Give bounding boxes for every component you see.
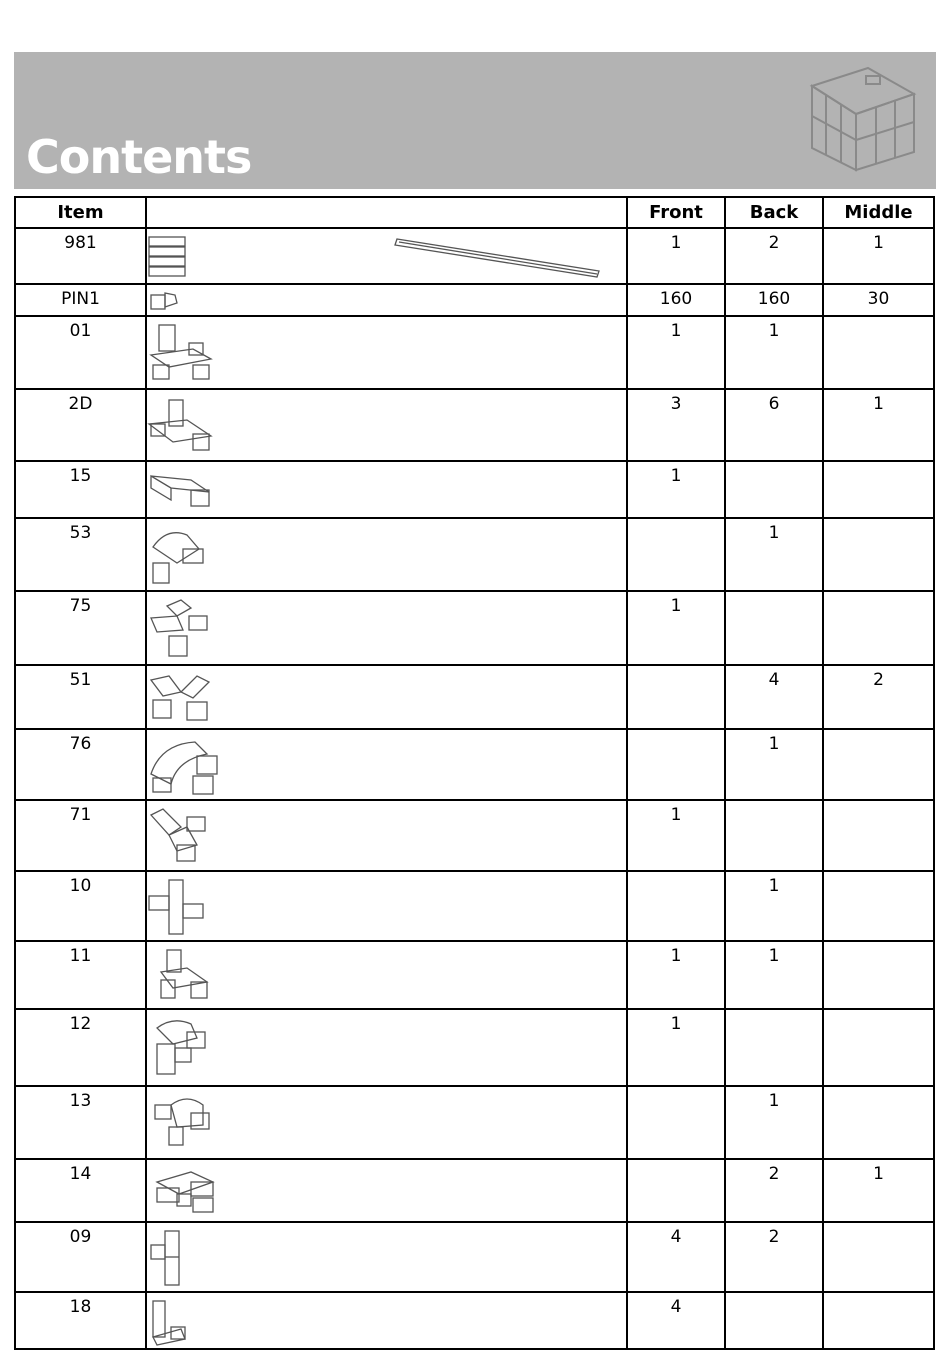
table-row [15,284,934,316]
greenhouse-icon [806,64,918,176]
item-cell: 2D [15,389,146,461]
table-row [15,800,934,871]
item-cell: 75 [15,591,146,665]
col-header-middle: Middle [823,197,934,228]
back-qty-cell: 1 [725,518,823,591]
col-header-front: Front [627,197,725,228]
middle-qty-cell [823,591,934,665]
connector-icon [147,734,223,798]
item-cell: 51 [15,665,146,729]
picture-cell [146,284,627,316]
back-qty-cell: 1 [725,316,823,389]
connector-icon [147,1014,217,1080]
middle-qty-cell [823,518,934,591]
picture-cell [146,1222,627,1292]
back-qty-cell: 2 [725,1159,823,1222]
item-cell: 14 [15,1159,146,1222]
back-qty-cell: 1 [725,1086,823,1159]
picture-cell [146,1009,627,1086]
back-qty-cell: 2 [725,1222,823,1292]
item-cell: 01 [15,316,146,389]
table-row [15,1159,934,1222]
front-qty-cell: 1 [627,800,725,871]
middle-qty-cell: 1 [823,228,934,284]
item-cell: 53 [15,518,146,591]
front-qty-cell [627,1086,725,1159]
table-row [15,729,934,800]
picture-cell [146,1159,627,1222]
middle-qty-cell [823,871,934,941]
middle-qty-cell [823,1222,934,1292]
picture-cell [146,461,627,518]
picture-cell [146,665,627,729]
picture-cell [146,389,627,461]
connector-icon [147,394,217,458]
contents-table [14,196,935,1350]
table-row [15,228,934,284]
connector-icon [147,466,217,514]
table-row [15,1292,934,1349]
front-qty-cell: 3 [627,389,725,461]
picture-cell [146,1086,627,1159]
table-row [15,941,934,1009]
table-row [15,1009,934,1086]
item-cell: 12 [15,1009,146,1086]
item-cell: 13 [15,1086,146,1159]
front-qty-cell: 1 [627,228,725,284]
item-cell: 11 [15,941,146,1009]
back-qty-cell [725,591,823,665]
back-qty-cell: 160 [725,284,823,316]
front-qty-cell: 4 [627,1222,725,1292]
item-cell: 981 [15,228,146,284]
back-qty-cell: 4 [725,665,823,729]
table-row [15,518,934,591]
picture-cell [146,518,627,591]
col-header-picture [146,197,627,228]
front-qty-cell: 1 [627,316,725,389]
connector-icon [147,523,217,587]
front-qty-cell: 160 [627,284,725,316]
connector-icon [147,596,217,660]
middle-qty-cell [823,316,934,389]
middle-qty-cell [823,729,934,800]
connector-icon [147,670,217,726]
connector-icon [147,1227,207,1289]
front-qty-cell: 1 [627,941,725,1009]
item-cell: 71 [15,800,146,871]
picture-cell [146,591,627,665]
back-qty-cell [725,1009,823,1086]
front-qty-cell: 1 [627,461,725,518]
table-row [15,591,934,665]
front-qty-cell [627,871,725,941]
table-row [15,665,934,729]
front-qty-cell [627,729,725,800]
table-row [15,461,934,518]
picture-cell [146,316,627,389]
profile-bar-icon [147,233,607,281]
middle-qty-cell [823,800,934,871]
col-header-back: Back [725,197,823,228]
table-row [15,1222,934,1292]
back-qty-cell [725,800,823,871]
back-qty-cell: 6 [725,389,823,461]
picture-cell [146,729,627,800]
item-cell: 10 [15,871,146,941]
middle-qty-cell: 2 [823,665,934,729]
table-row [15,1086,934,1159]
back-qty-cell [725,461,823,518]
page-title: Contents [26,130,252,184]
connector-icon [147,321,217,385]
connector-icon [147,876,217,938]
front-qty-cell: 4 [627,1292,725,1349]
table-row [15,871,934,941]
middle-qty-cell [823,1292,934,1349]
header-banner [14,52,936,189]
picture-cell [146,228,627,284]
back-qty-cell: 1 [725,871,823,941]
item-cell: 09 [15,1222,146,1292]
table-row [15,316,934,389]
connector-icon [147,805,217,865]
item-cell: 15 [15,461,146,518]
picture-cell [146,871,627,941]
middle-qty-cell: 1 [823,389,934,461]
picture-cell [146,800,627,871]
middle-qty-cell: 30 [823,284,934,316]
front-qty-cell [627,665,725,729]
item-cell: 76 [15,729,146,800]
middle-qty-cell [823,461,934,518]
picture-cell [146,1292,627,1349]
back-qty-cell: 1 [725,941,823,1009]
col-header-item: Item [15,197,146,228]
front-qty-cell [627,518,725,591]
connector-icon [147,946,217,1004]
table-row [15,389,934,461]
item-cell: 18 [15,1292,146,1349]
back-qty-cell [725,1292,823,1349]
connector-icon [147,1297,207,1347]
middle-qty-cell: 1 [823,1159,934,1222]
middle-qty-cell [823,1009,934,1086]
middle-qty-cell [823,941,934,1009]
connector-icon [147,1164,223,1220]
pin-icon [147,289,187,313]
item-cell: PIN1 [15,284,146,316]
front-qty-cell [627,1159,725,1222]
table-header-row [15,197,934,228]
connector-icon [147,1091,217,1153]
back-qty-cell: 1 [725,729,823,800]
middle-qty-cell [823,1086,934,1159]
picture-cell [146,941,627,1009]
front-qty-cell: 1 [627,1009,725,1086]
back-qty-cell: 2 [725,228,823,284]
front-qty-cell: 1 [627,591,725,665]
